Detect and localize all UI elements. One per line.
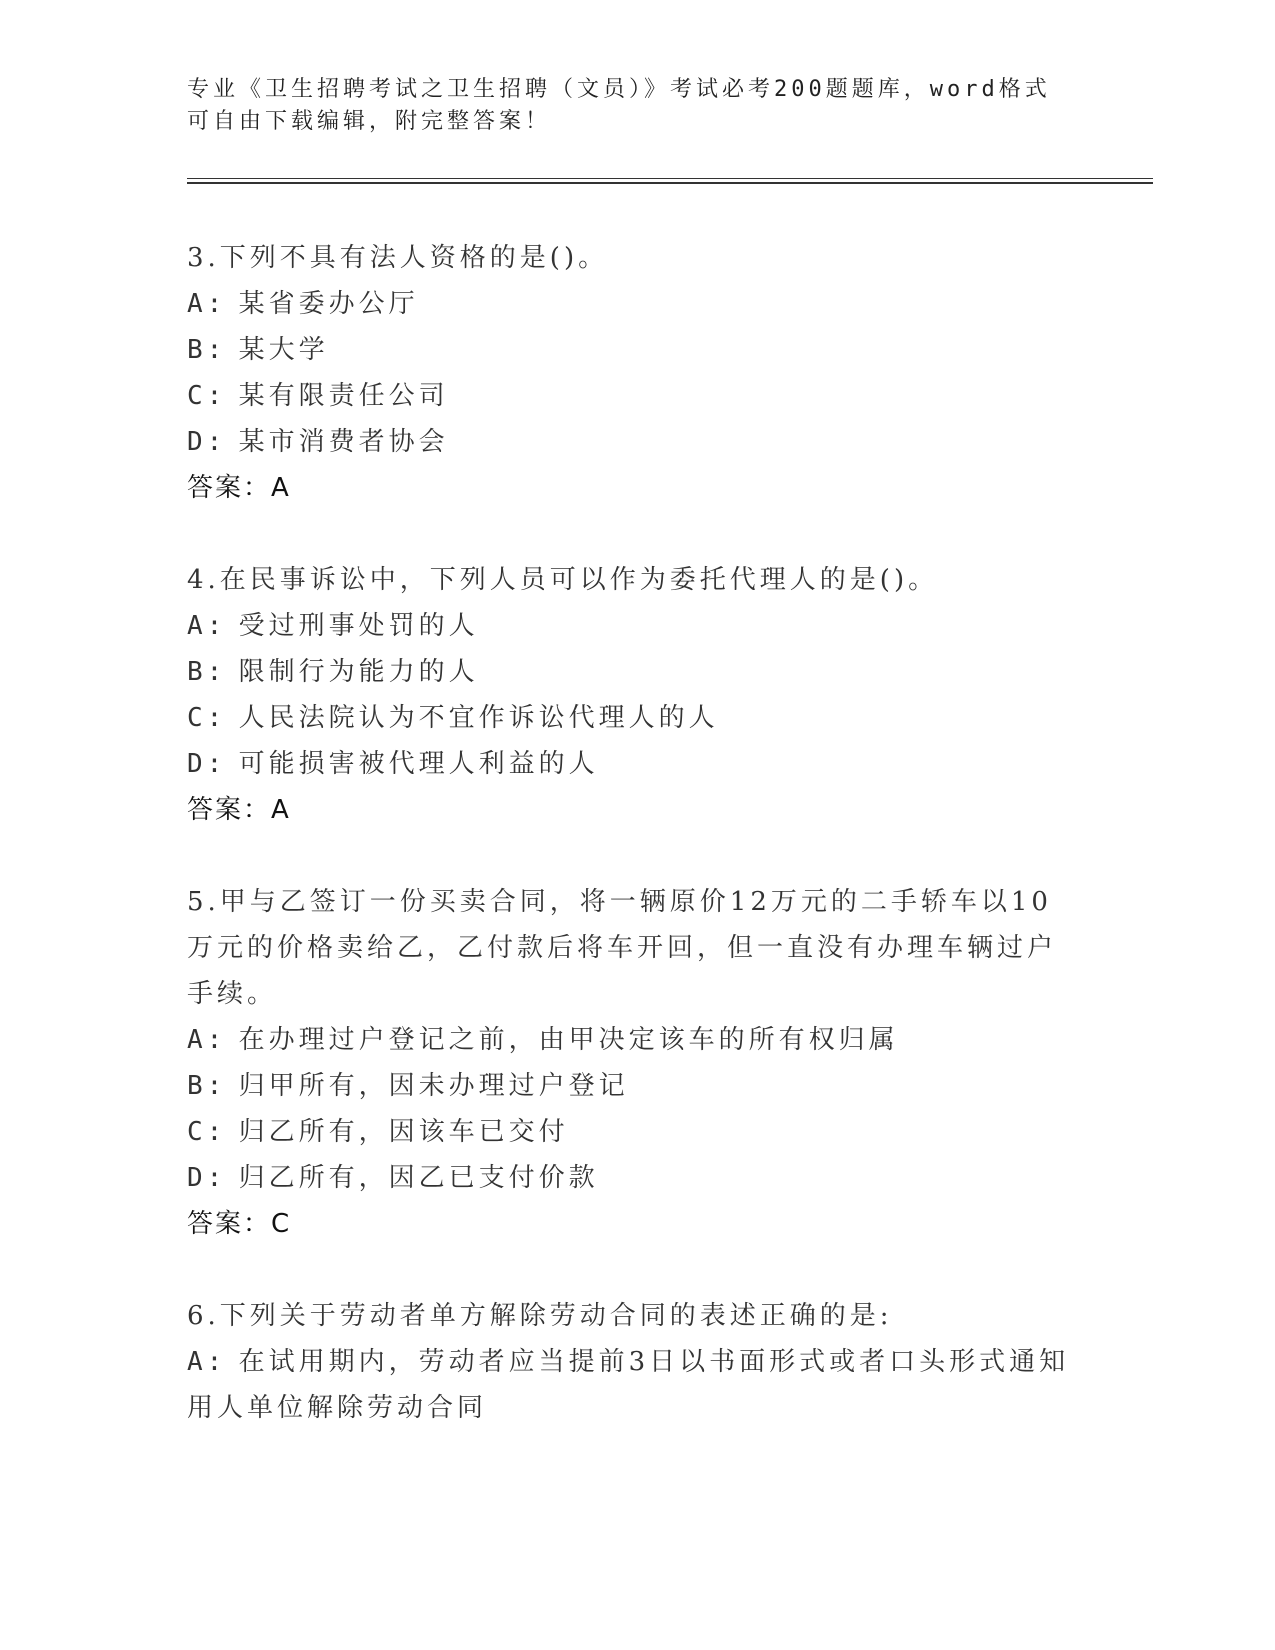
option-text: 归乙所有，因该车已交付: [238, 1117, 569, 1147]
document-header: 专业《卫生招聘考试之卫生招聘（文员）》考试必考200题题库，word格式可自由下载编辑，附完整答案！: [187, 77, 1051, 134]
option-text: 某有限责任公司: [238, 381, 449, 411]
option-text: 某大学: [238, 335, 329, 365]
option-text: 归乙所有，因乙已支付价款: [238, 1163, 599, 1193]
option-a: [187, 1339, 1077, 1431]
option-text: 某省委办公厅: [238, 289, 419, 319]
option-d: [187, 741, 1077, 787]
option-key: B:: [187, 1071, 227, 1101]
option-b: [187, 327, 1077, 373]
answer-line: 答案：A: [187, 473, 291, 503]
option-key: A:: [187, 1025, 227, 1055]
option-text: 受过刑事处罚的人: [238, 611, 479, 641]
header-divider-top: [187, 178, 1153, 179]
option-key: A:: [187, 289, 227, 319]
option-b: [187, 1063, 1077, 1109]
option-key: C:: [187, 381, 227, 411]
option-key: A:: [187, 1347, 227, 1377]
header-divider-bottom: [187, 182, 1153, 184]
option-text: 在试用期内，劳动者应当提前3日以书面形式或者口头形式通知用人单位解除劳动合同: [187, 1347, 1070, 1423]
option-key: D:: [187, 427, 227, 457]
question-6: [187, 1293, 1087, 1431]
option-text: 人民法院认为不宜作诉讼代理人的人: [238, 703, 719, 733]
question-3: [187, 235, 1087, 511]
option-a: [187, 1017, 1077, 1063]
option-key: B:: [187, 335, 227, 365]
option-key: C:: [187, 703, 227, 733]
option-b: [187, 649, 1077, 695]
question-stem: 4.在民事诉讼中，下列人员可以作为委托代理人的是()。: [187, 565, 939, 595]
question-stem: 5.甲与乙签订一份买卖合同，将一辆原价12万元的二手轿车以10万元的价格卖给乙，乙付款后将车开回，但一直没有办理车辆过户手续。: [187, 887, 1058, 1009]
option-text: 某市消费者协会: [238, 427, 449, 457]
option-c: [187, 695, 1077, 741]
option-d: [187, 419, 1077, 465]
answer-line: 答案：C: [187, 1209, 292, 1239]
option-text: 在办理过户登记之前，由甲决定该车的所有权归属: [238, 1025, 899, 1055]
option-text: 归甲所有，因未办理过户登记: [238, 1071, 629, 1101]
option-c: [187, 1109, 1077, 1155]
question-4: [187, 557, 1087, 833]
question-stem: 3.下列不具有法人资格的是()。: [187, 243, 609, 273]
option-key: A:: [187, 611, 227, 641]
option-key: D:: [187, 1163, 227, 1193]
option-a: [187, 603, 1077, 649]
option-key: D:: [187, 749, 227, 779]
question-stem: 6.下列关于劳动者单方解除劳动合同的表述正确的是:: [187, 1301, 893, 1331]
option-key: B:: [187, 657, 227, 687]
question-5: [187, 879, 1087, 1247]
question-list: [187, 235, 1087, 1477]
option-c: [187, 373, 1077, 419]
option-text: 可能损害被代理人利益的人: [238, 749, 599, 779]
answer-line: 答案：A: [187, 795, 291, 825]
option-text: 限制行为能力的人: [238, 657, 479, 687]
option-d: [187, 1155, 1077, 1201]
option-a: [187, 281, 1077, 327]
option-key: C:: [187, 1117, 227, 1147]
